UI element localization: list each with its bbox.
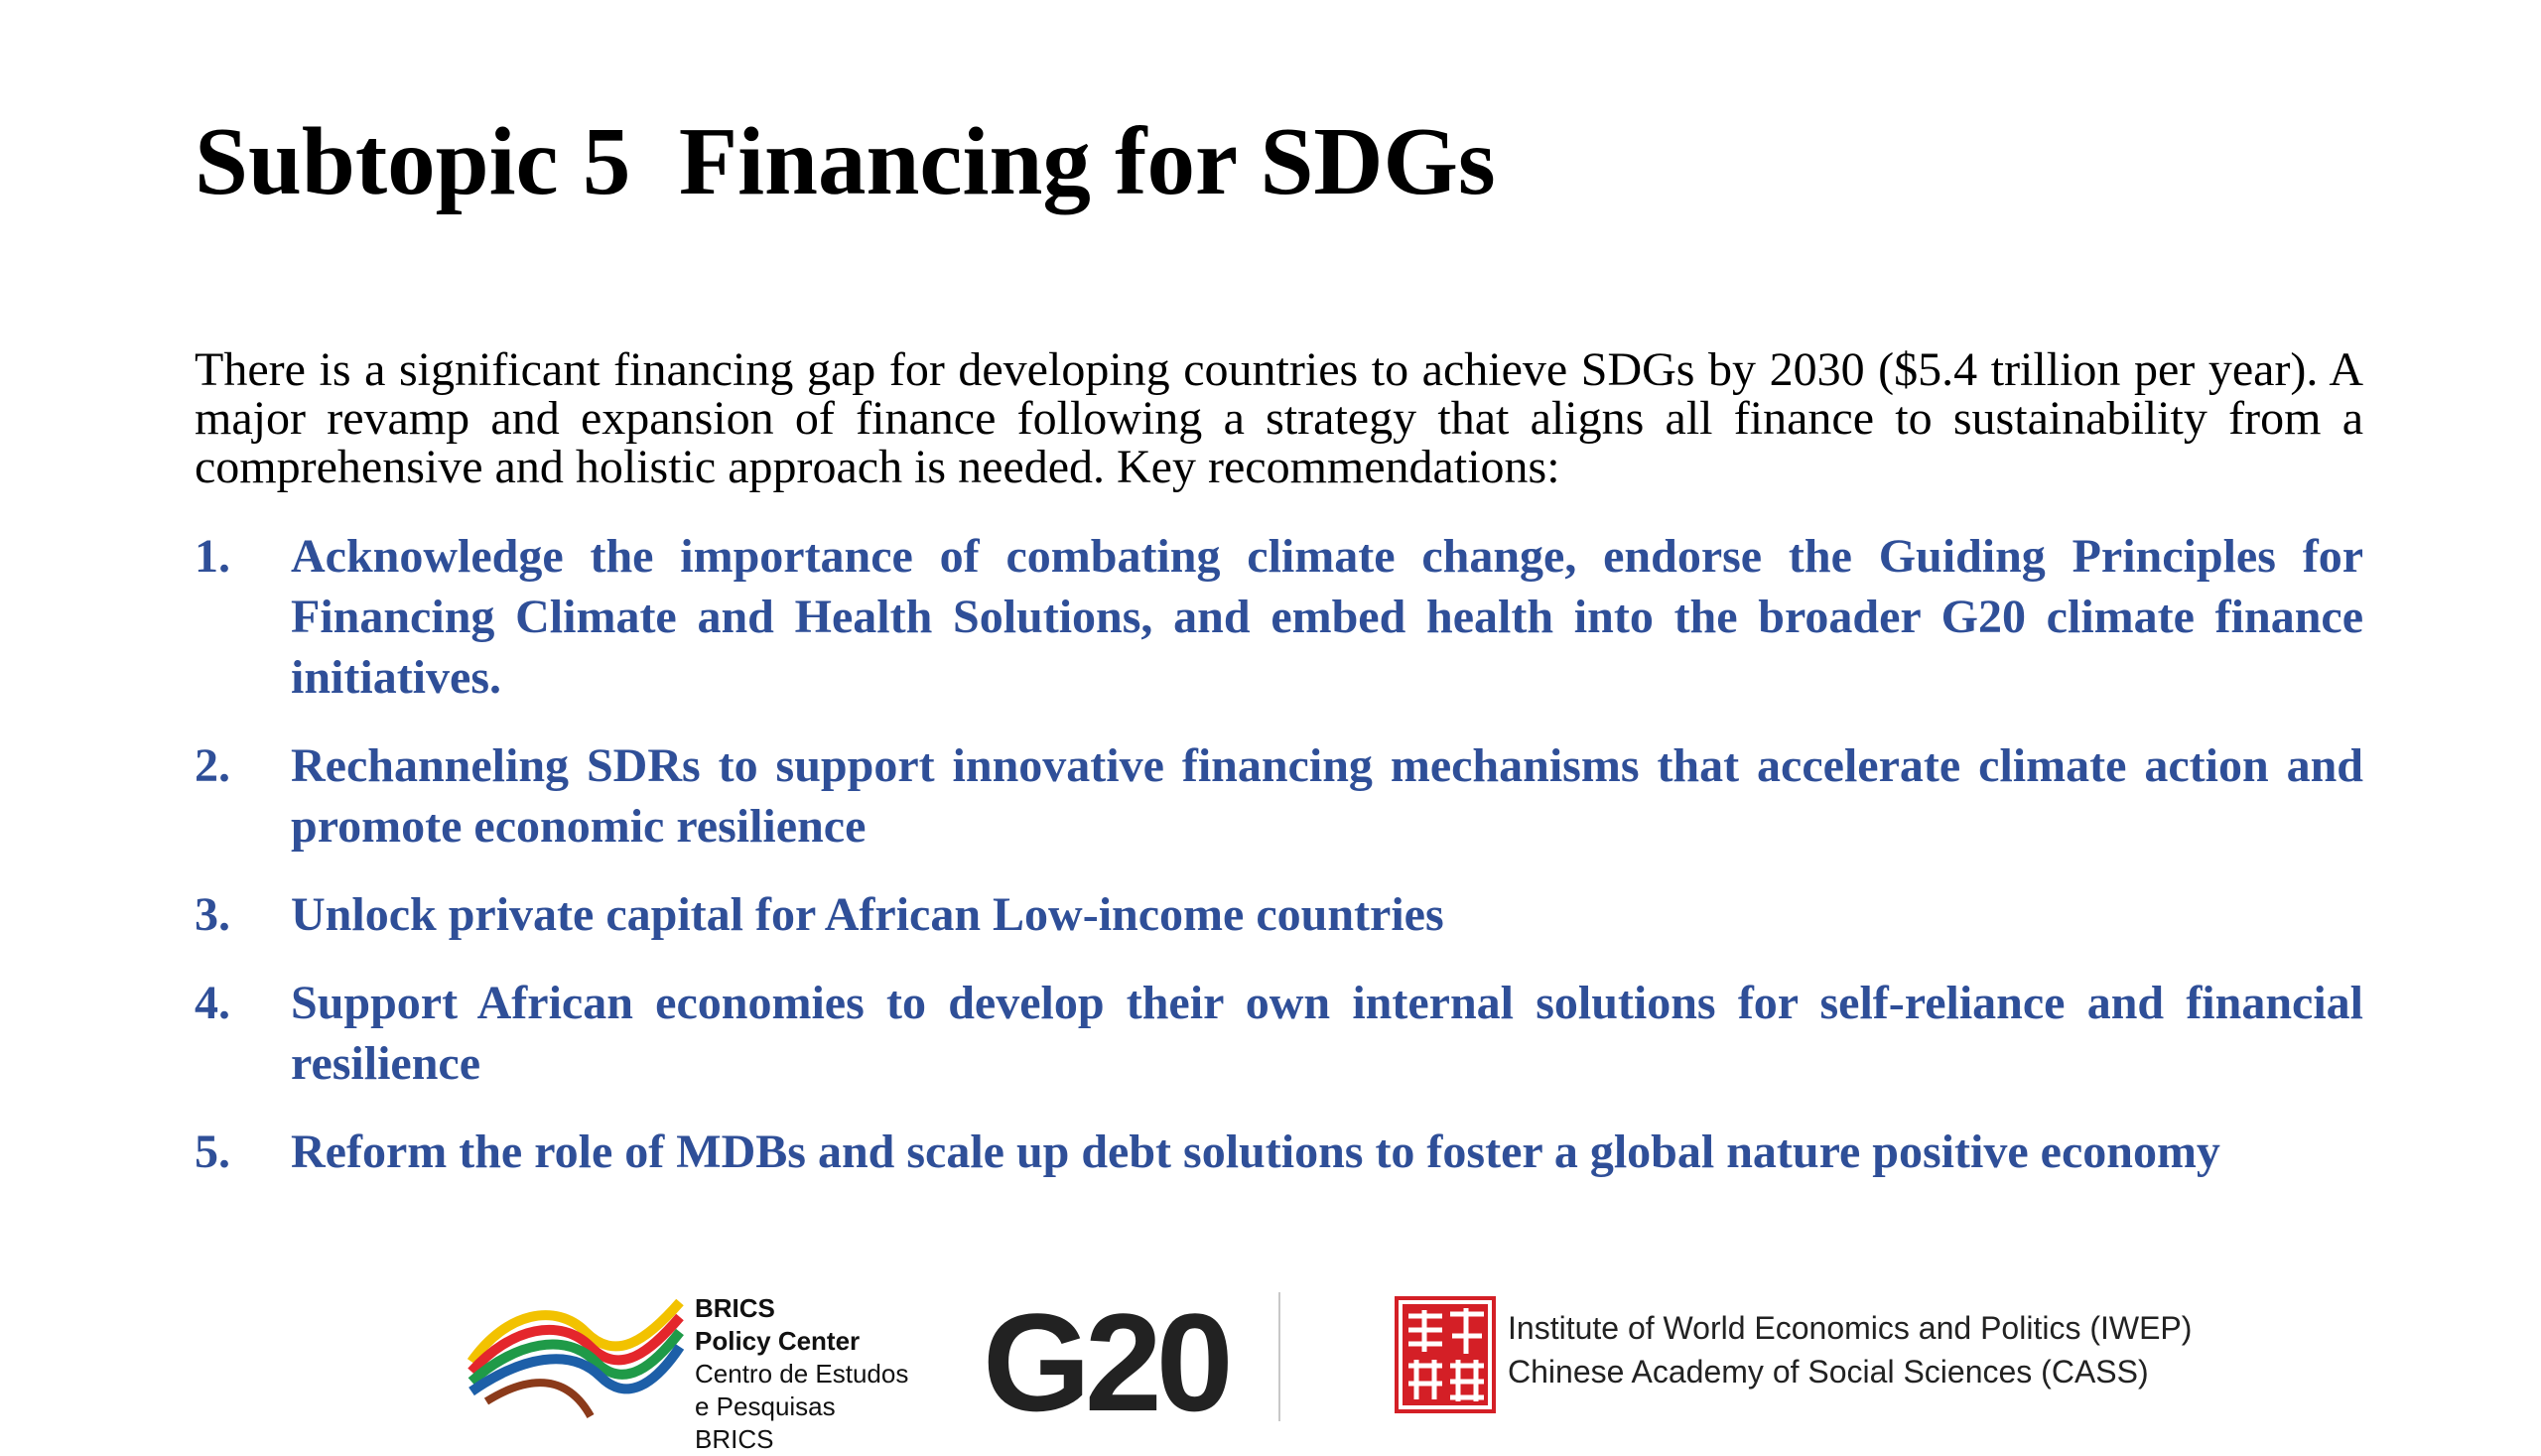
recommendation-number: 4. (195, 977, 230, 1029)
brics-wave-icon (467, 1292, 685, 1421)
recommendation-number: 2. (195, 739, 230, 792)
recommendation-text: Acknowledge the importance of combating climate change, endorse the Guiding Principles for Financing Climate and Health Solutions, and embed health into the broader G20 climate finance initiatives. (291, 530, 2363, 704)
recommendation-item (195, 526, 2363, 708)
recommendation-item (195, 735, 2363, 857)
brics-policy-center-logo (467, 1292, 913, 1454)
recommendations-list (195, 526, 2363, 1210)
recommendation-number: 1. (195, 530, 230, 583)
recommendation-text: Reform the role of MDBs and scale up debt solutions to foster a global nature positive economy (291, 1125, 2220, 1178)
brics-text-block (695, 1292, 913, 1456)
recommendation-item (195, 973, 2363, 1094)
g20-logo: G20 (983, 1284, 1228, 1440)
recommendation-item (195, 884, 2363, 945)
iwep-text-block (1508, 1306, 2192, 1393)
iwep-line-2: Chinese Academy of Social Sciences (CASS) (1508, 1354, 2149, 1390)
brics-line-2: Policy Center (695, 1326, 861, 1356)
footer-logos (0, 1280, 2541, 1454)
recommendation-number: 5. (195, 1125, 230, 1178)
recommendation-item (195, 1122, 2363, 1182)
recommendation-text: Unlock private capital for African Low-income countries (291, 888, 1444, 941)
intro-paragraph: There is a significant financing gap for developing countries to achieve SDGs by 2030 ($5.4 trillion per year). A major revamp and expansion of finance following a strategy that aligns all finance to sustainability from a comprehensive and holistic approach is needed. Key recommendations: (195, 343, 2363, 493)
iwep-line-1: Institute of World Economics and Politics (IWEP) (1508, 1310, 2193, 1346)
recommendation-text: Support African economies to develop their own internal solutions for self-reliance and financial resilience (291, 977, 2363, 1090)
brics-line-3: Centro de Estudos (695, 1359, 909, 1389)
brics-line-4: e Pesquisas BRICS (695, 1391, 836, 1454)
logo-divider (1278, 1292, 1280, 1421)
recommendation-number: 3. (195, 888, 230, 941)
recommendation-text: Rechanneling SDRs to support innovative financing mechanisms that accelerate climate action and promote economic resilience (291, 739, 2363, 853)
brics-line-1: BRICS (695, 1293, 775, 1323)
slide-title: Subtopic 5 Financing for SDGs (195, 108, 1496, 214)
iwep-seal-icon (1395, 1296, 1496, 1413)
